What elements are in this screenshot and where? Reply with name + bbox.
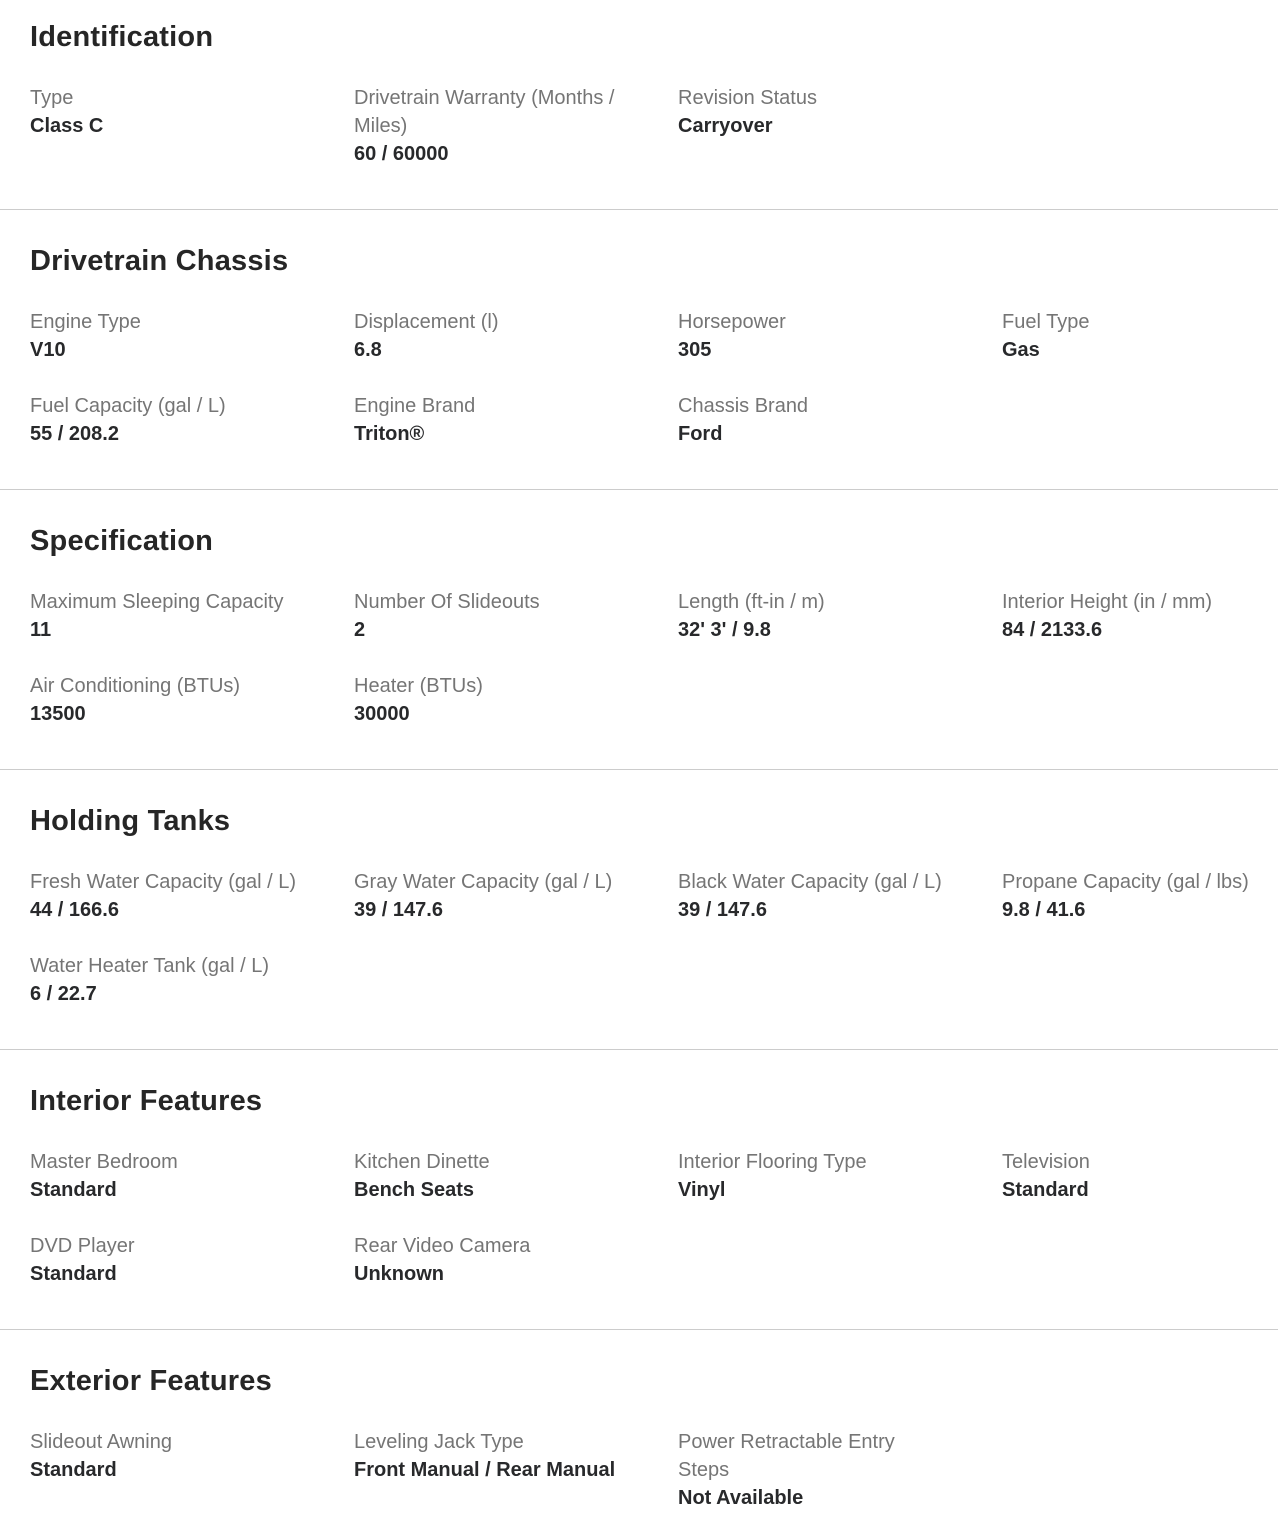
field-value: 39 / 147.6 (678, 899, 767, 921)
spec-field (30, 588, 354, 644)
spec-field (30, 308, 354, 364)
section-title: Drivetrain Chassis (30, 245, 289, 277)
field-value: Front Manual / Rear Manual (354, 1459, 616, 1481)
section-grid (30, 84, 1278, 168)
spec-field (1002, 868, 1278, 924)
field-value: 30000 (354, 703, 410, 725)
field-value: 6.8 (354, 339, 382, 361)
field-value: 60 / 60000 (354, 143, 449, 165)
section-title: Exterior Features (30, 1365, 272, 1397)
section-grid (30, 1148, 1278, 1288)
field-value: 11 (30, 619, 52, 641)
field-label: Fuel Capacity (gal / L) (30, 395, 226, 417)
field-value: Standard (1002, 1179, 1089, 1201)
field-value: 55 / 208.2 (30, 423, 119, 445)
field-label: Slideout Awning (30, 1431, 172, 1453)
section-specification (0, 490, 1278, 770)
field-label: Maximum Sleeping Capacity (30, 591, 284, 613)
field-label: Drivetrain Warranty (Months / Miles) (354, 87, 615, 137)
section-drivetrain-chassis (0, 210, 1278, 490)
field-label: Master Bedroom (30, 1151, 178, 1173)
section-exterior-features (0, 1330, 1278, 1530)
spec-field (30, 1148, 354, 1204)
spec-field (354, 392, 678, 448)
field-label: Leveling Jack Type (354, 1431, 524, 1453)
spec-field (30, 868, 354, 924)
field-label: Revision Status (678, 87, 817, 109)
section-title: Interior Features (30, 1085, 263, 1117)
field-label: Type (30, 87, 74, 109)
field-value: 6 / 22.7 (30, 983, 97, 1005)
spec-field (1002, 588, 1278, 644)
spec-field (30, 1232, 354, 1288)
spec-field (678, 588, 1002, 644)
field-label: Displacement (l) (354, 311, 499, 333)
spec-field (30, 952, 354, 1008)
section-title: Holding Tanks (30, 805, 231, 837)
field-value: Unknown (354, 1263, 444, 1285)
field-value: Not Available (678, 1487, 804, 1509)
field-value: 2 (354, 619, 366, 641)
field-value: Gas (1002, 339, 1040, 361)
field-label: DVD Player (30, 1235, 135, 1257)
spec-field (30, 392, 354, 448)
field-value: Triton® (354, 423, 425, 445)
spec-field (354, 1428, 678, 1512)
field-value: Ford (678, 423, 723, 445)
field-label: Interior Flooring Type (678, 1151, 867, 1173)
spec-field (1002, 1148, 1278, 1204)
spec-field (354, 1148, 678, 1204)
field-label: Water Heater Tank (gal / L) (30, 955, 269, 977)
spec-field (678, 1148, 1002, 1204)
field-value: 13500 (30, 703, 86, 725)
field-label: Chassis Brand (678, 395, 809, 417)
section-grid (30, 868, 1278, 1008)
field-value: Standard (30, 1179, 117, 1201)
section-interior-features (0, 1050, 1278, 1330)
field-value: 32' 3' / 9.8 (678, 619, 771, 641)
section-title: Identification (30, 21, 214, 53)
field-label: Engine Type (30, 311, 141, 333)
section-holding-tanks (0, 770, 1278, 1050)
section-grid (30, 308, 1278, 448)
spec-field (678, 308, 1002, 364)
field-value: 84 / 2133.6 (1002, 619, 1103, 641)
field-label: Interior Height (in / mm) (1002, 591, 1213, 613)
spec-field (678, 392, 1002, 448)
field-value: Standard (30, 1263, 117, 1285)
spec-field (30, 84, 354, 168)
field-label: Television (1002, 1151, 1090, 1173)
section-grid (30, 588, 1278, 728)
spec-field (354, 308, 678, 364)
spec-field (30, 1428, 354, 1512)
section-grid (30, 1428, 1278, 1512)
section-title: Specification (30, 525, 214, 557)
field-label: Rear Video Camera (354, 1235, 531, 1257)
spec-field (1002, 308, 1278, 364)
field-label: Fresh Water Capacity (gal / L) (30, 871, 297, 893)
spec-field (678, 84, 1002, 168)
field-label: Power Retractable Entry Steps (678, 1431, 895, 1481)
field-label: Kitchen Dinette (354, 1151, 490, 1173)
spec-field (354, 84, 678, 168)
field-label: Air Conditioning (BTUs) (30, 675, 241, 697)
spec-field (678, 1428, 1002, 1512)
field-label: Length (ft-in / m) (678, 591, 825, 613)
field-value: 39 / 147.6 (354, 899, 443, 921)
field-value: Carryover (678, 115, 773, 137)
field-value: V10 (30, 339, 66, 361)
field-value: Standard (30, 1459, 117, 1481)
field-label: Fuel Type (1002, 311, 1090, 333)
field-value: 9.8 / 41.6 (1002, 899, 1086, 921)
spec-field (354, 1232, 678, 1288)
field-label: Number Of Slideouts (354, 591, 540, 613)
field-label: Gray Water Capacity (gal / L) (354, 871, 613, 893)
field-label: Propane Capacity (gal / lbs) (1002, 871, 1249, 893)
field-label: Heater (BTUs) (354, 675, 483, 697)
field-label: Black Water Capacity (gal / L) (678, 871, 942, 893)
spec-field (30, 672, 354, 728)
field-value: 44 / 166.6 (30, 899, 119, 921)
section-identification (0, 0, 1278, 210)
field-value: 305 (678, 339, 712, 361)
field-label: Engine Brand (354, 395, 476, 417)
field-label: Horsepower (678, 311, 786, 333)
field-value: Bench Seats (354, 1179, 475, 1201)
spec-field (354, 588, 678, 644)
field-value: Vinyl (678, 1179, 726, 1201)
spec-field (354, 672, 678, 728)
spec-field (354, 868, 678, 924)
field-value: Class C (30, 115, 104, 137)
spec-field (678, 868, 1002, 924)
